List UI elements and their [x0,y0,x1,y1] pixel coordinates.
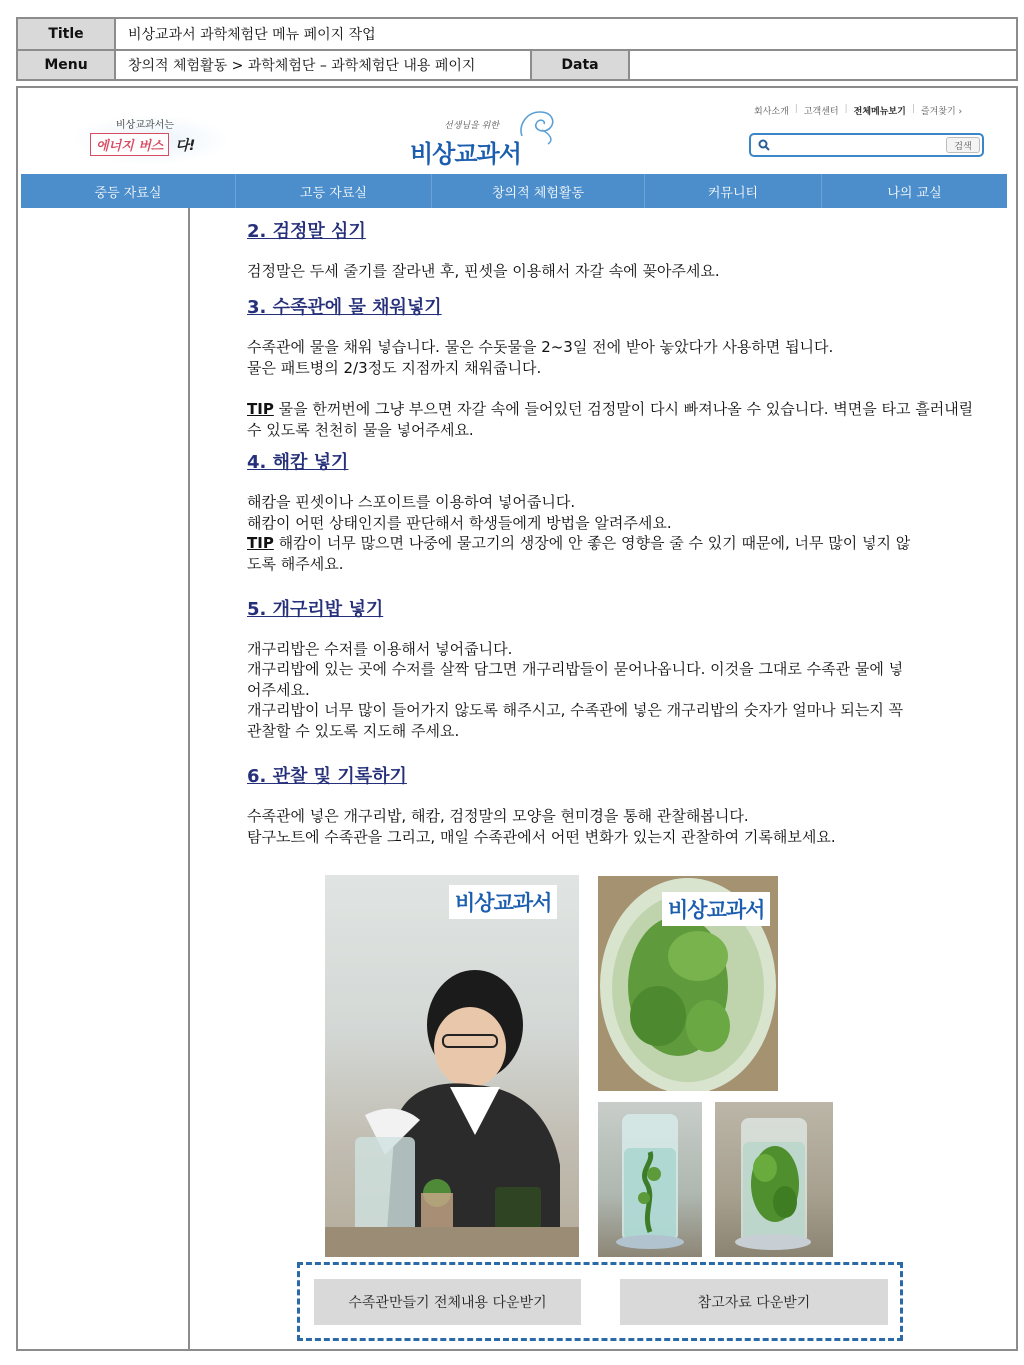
logo-name: 비상교과서 [410,140,521,168]
nav-item-middle-school[interactable]: 중등 자료실 [21,174,236,208]
section-4-paragraph-2: 해캄이 어떤 상태인지를 판단해서 학생들에게 방법을 알려주세요. [247,514,672,532]
spec-menu-key: Menu [18,51,116,79]
download-reference-button[interactable]: 참고자료 다운받기 [620,1279,888,1325]
photo-watermark: 비상교과서 [662,892,770,926]
section-4-tip-text: 해캄이 너무 많으면 나중에 물고기의 생장에 안 좋은 영향을 줄 수 있기 때문에, 너무 많이 넣지 않도록 해주세요. [247,534,911,573]
photo-aquarium-jar-2 [715,1102,833,1257]
download-area [297,1262,903,1341]
page-frame [16,86,1018,1351]
spec-menu-row [18,49,1016,79]
util-separator: | [844,104,848,114]
logo-slogan: 선생님을 위한 [444,121,500,131]
section-title-2: 2. 검정말 심기 [247,221,366,242]
main-nav [21,174,1007,208]
site-header [18,88,1016,174]
section-5-paragraph-1: 개구리밥은 수저를 이용해서 넣어줍니다. [247,640,513,658]
section-3-tip-text: 물을 한꺼번에 그냥 부으면 자갈 속에 들어있던 검정말이 다시 빠져나올 수 있습니다. 벽면을 타고 흘러내릴 수 있도록 천천히 물을 넣어주세요. [247,400,974,439]
utility-links [748,104,968,117]
spec-data-value [630,51,1016,79]
section-title-4: 4. 해캄 넣기 [247,452,349,473]
promo-da: 다! [175,137,196,154]
nav-item-my-classroom[interactable]: 나의 교실 [887,185,942,201]
tip-label: TIP [247,400,274,418]
photo-watermark: 비상교과서 [449,885,557,919]
search-icon [757,138,771,152]
nav-item-community[interactable]: 커뮤니티 [645,174,822,208]
search-button[interactable]: 검색 [946,137,980,153]
spec-title-value: 비상교과서 과학체험단 메뉴 페이지 작업 [128,27,376,43]
spec-title-row [18,19,1016,49]
spec-table [16,17,1018,81]
section-title-6: 6. 관찰 및 기록하기 [247,766,407,787]
student-figure-icon [325,875,579,1257]
section-title-5: 5. 개구리밥 넣기 [247,599,384,620]
download-full-button[interactable]: 수족관만들기 전체내용 다운받기 [314,1279,581,1325]
aquarium-jar-icon [598,1102,702,1257]
spec-data-key: Data [532,51,630,79]
photo-student [325,875,579,1257]
promo-badge: 에너지 버스 [90,133,169,156]
section-4-tip [247,533,912,574]
spec-menu-value: 창의적 체험활동 > 과학체험단 – 과학체험단 내용 페이지 [116,51,532,79]
section-5-paragraph-2: 개구리밥에 있는 곳에 수저를 살짝 담그면 개구리밥들이 묻어나옵니다. 이것을 그대로 수족관 물에 넣어주세요. [247,660,904,699]
section-3-paragraph-1: 수족관에 물을 채워 넣습니다. 물은 수돗물을 2~3일 전에 받아 놓았다가 사용하면 됩니다. [247,338,834,356]
util-link-support[interactable]: 고객센터 [803,107,839,117]
section-6-paragraph-2: 탐구노트에 수족관을 그리고, 매일 수족관에서 어떤 변화가 있는지 관찰하여 기록해보세요. [247,828,836,846]
section-title-3: 3. 수족관에 물 채워넣기 [247,297,442,318]
tip-label: TIP [247,534,274,552]
photo-aquarium-top [598,876,778,1091]
search-input[interactable] [775,137,941,153]
search-bar [749,133,984,157]
promo-top-text: 비상교과서는 [116,120,174,131]
energy-bus-banner[interactable] [76,116,226,164]
section-6-paragraph-1: 수족관에 넣은 개구리밥, 해캄, 검정말의 모양을 현미경을 통해 관찰해봅니다. [247,807,749,825]
nav-item-creative-activity[interactable]: 창의적 체험활동 [432,174,645,208]
util-separator: | [794,104,798,114]
util-separator: | [911,104,915,114]
section-4-paragraph-1: 해캄을 핀셋이나 스포이트를 이용하여 넣어줍니다. [247,493,576,511]
photo-aquarium-jar-1 [598,1102,702,1257]
sidebar-divider [188,208,190,1351]
util-link-company[interactable]: 회사소개 [754,107,789,117]
spec-title-key: Title [18,19,116,49]
logo-swirl-icon [516,106,560,146]
util-link-allmenu[interactable]: 전체메뉴보기 [853,107,906,117]
util-link-favorites[interactable]: 즐겨찾기 › [920,107,963,117]
site-logo[interactable] [410,104,570,168]
nav-item-high-school[interactable]: 고등 자료실 [236,174,432,208]
section-2-paragraph: 검정말은 두세 줄기를 잘라낸 후, 핀셋을 이용해서 자갈 속에 꽂아주세요. [247,262,720,280]
section-5-paragraph-3: 개구리밥이 너무 많이 들어가지 않도록 해주시고, 수족관에 넣은 개구리밥의 숫자가 얼마나 되는지 꼭 관찰할 수 있도록 지도해 주세요. [247,701,904,740]
aquarium-jar-icon [715,1102,833,1257]
section-3-tip [247,399,977,440]
section-3-paragraph-2: 물은 패트병의 2/3정도 지점까지 채워줍니다. [247,359,542,377]
